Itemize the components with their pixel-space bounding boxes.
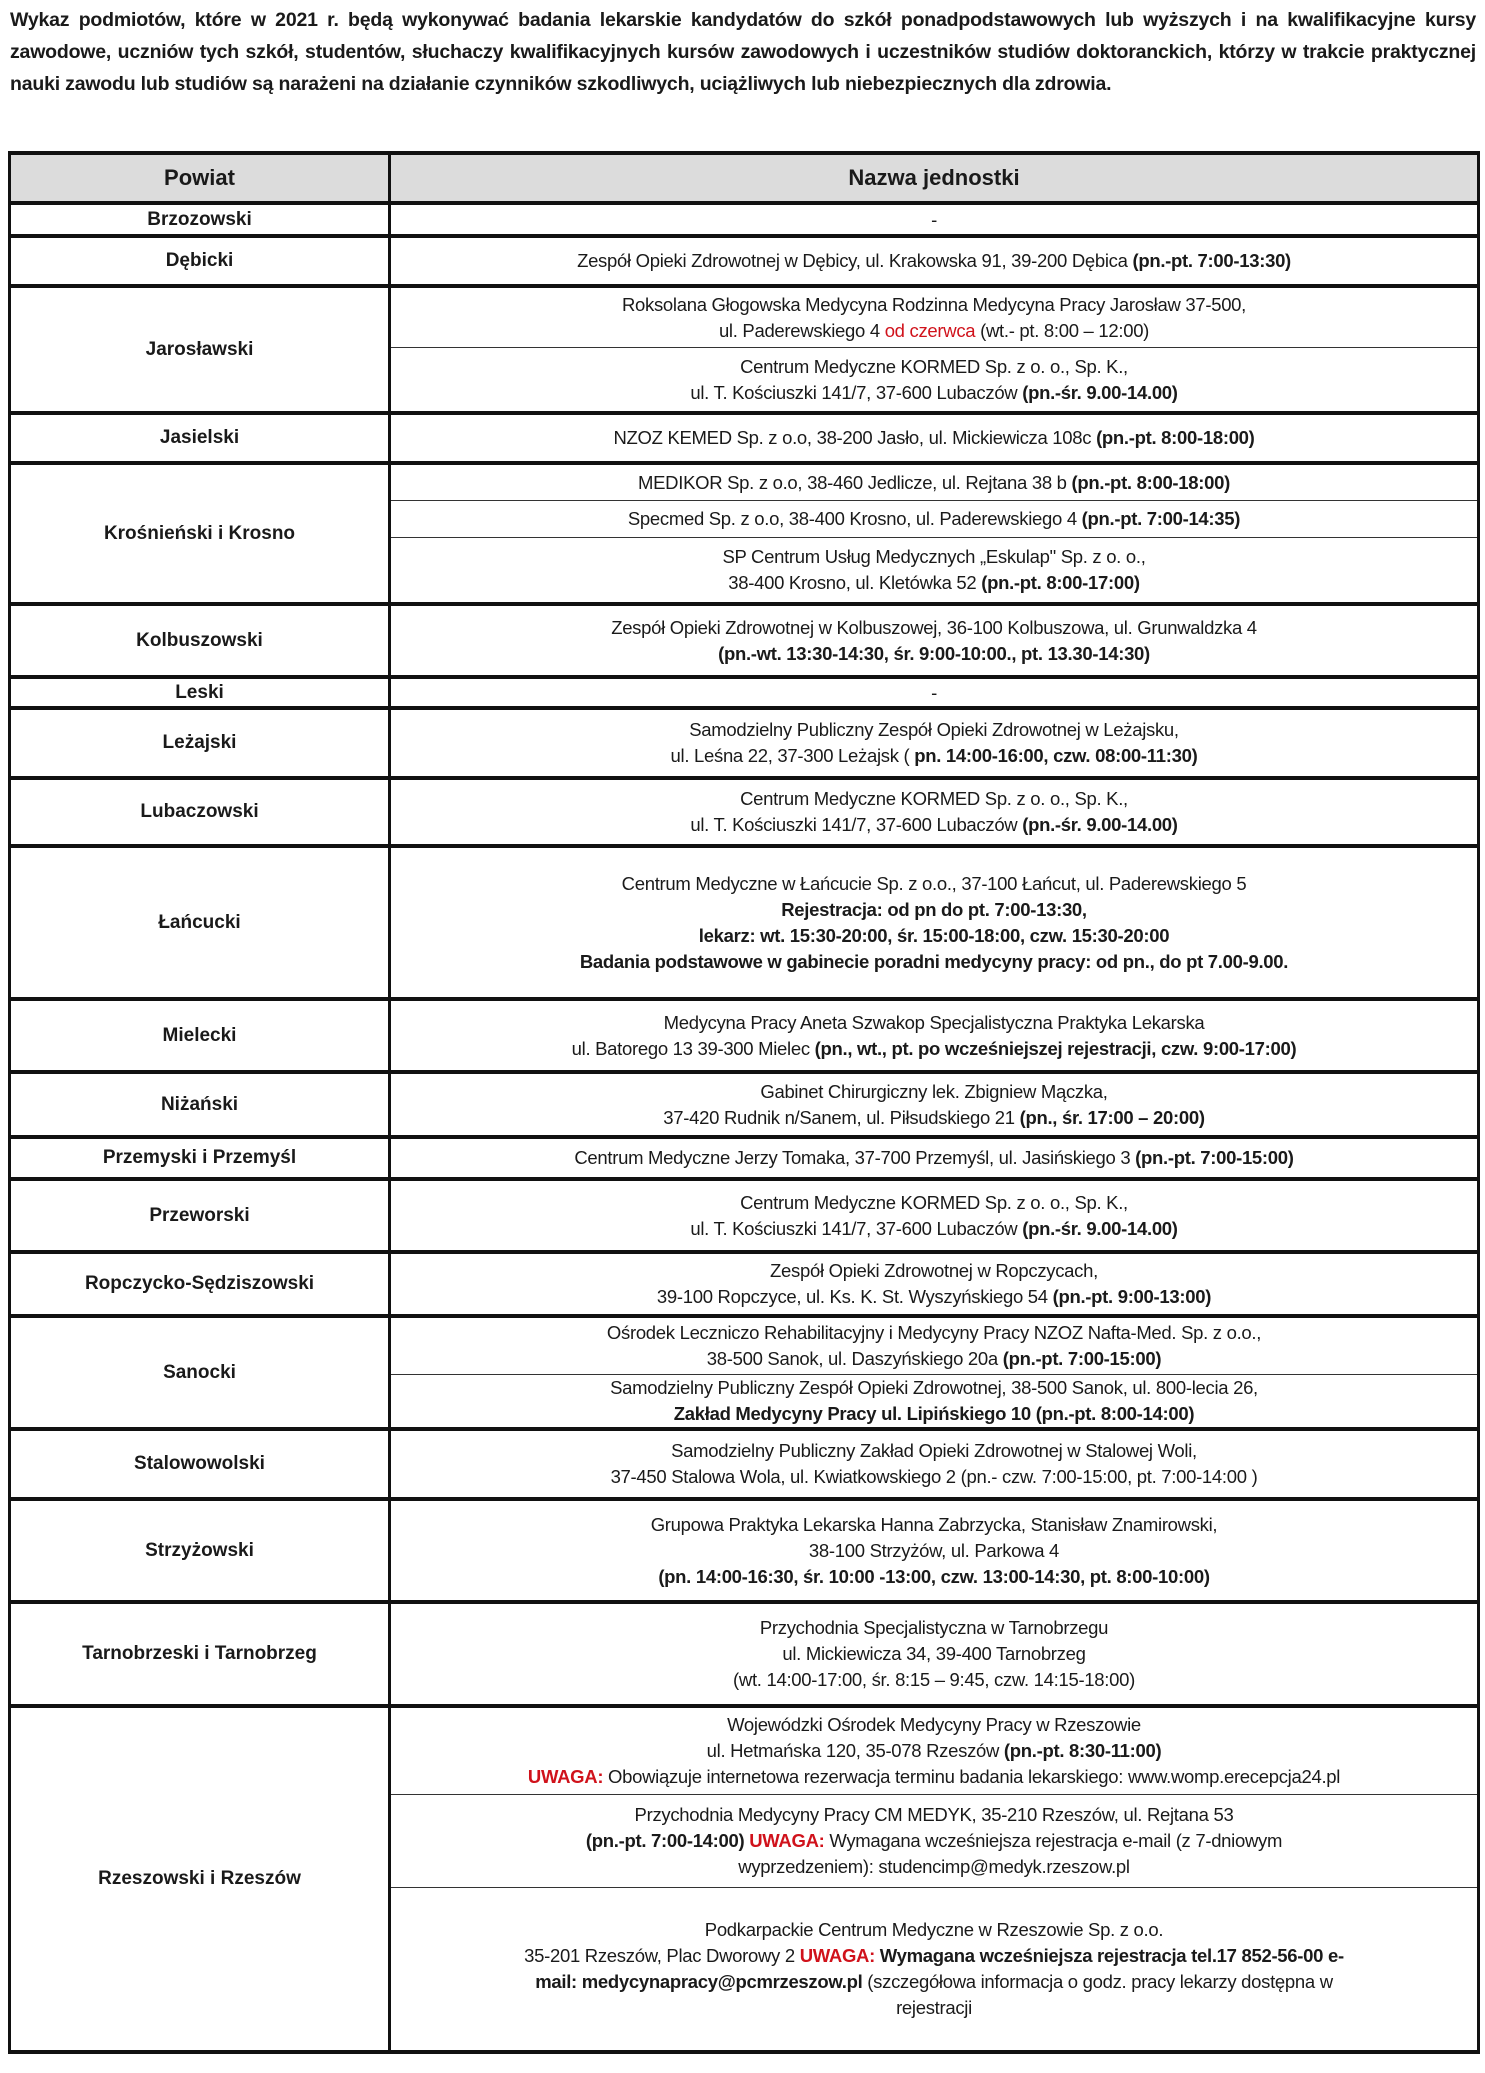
unit-text: ul. T. Kościuszki 141/7, 37-600 Lubaczów bbox=[690, 1217, 1023, 1239]
unit-text: ul. Batorego 13 39-300 Mielec bbox=[571, 1037, 815, 1059]
unit-text-line bbox=[395, 1216, 1473, 1242]
table-row bbox=[10, 286, 1479, 348]
table-body bbox=[10, 203, 1479, 2052]
unit-text: (pn.-pt. 8:00-18:00) bbox=[1071, 471, 1230, 493]
unit-text-line bbox=[395, 380, 1473, 406]
unit-text: (pn.-pt. 8:30-11:00) bbox=[1003, 1740, 1162, 1761]
unit-text: Obowiązuje internetowa rezerwacja terminu badania lekarskiego: www.womp.erecepcja24.pl bbox=[603, 1766, 1341, 1787]
unit-text: wyprzedzeniem): studencimp@medyk.rzeszow.pl bbox=[738, 1856, 1130, 1877]
table-row bbox=[10, 708, 1479, 778]
unit-text: Samodzielny Publiczny Zespół Opieki Zdrowotnej, 38-500 Sanok, ul. 800-lecia 26, bbox=[610, 1377, 1258, 1398]
unit-text: pn. 14:00-16:00, czw. 08:00-11:30) bbox=[914, 745, 1198, 766]
unit-text: (pn.-pt. 7:00-15:00) bbox=[1002, 1348, 1162, 1369]
unit-text: Roksolana Głogowska Medycyna Rodzinna Medycyna Pracy Jarosław 37-500, bbox=[621, 293, 1247, 315]
warning-label: UWAGA: bbox=[799, 1945, 875, 1966]
unit-text: Przychodnia Medycyny Pracy CM MEDYK, 35-210 Rzeszów, ul. Rejtana 53 bbox=[634, 1804, 1234, 1825]
table-row bbox=[10, 1602, 1479, 1706]
table-row bbox=[10, 846, 1479, 999]
unit-text: 38-500 Sanok, ul. Daszyńskiego 20a bbox=[706, 1348, 1003, 1369]
unit-text-line bbox=[395, 1943, 1473, 1969]
unit-text-line bbox=[395, 248, 1473, 274]
unit-cell bbox=[390, 708, 1479, 778]
header-powiat: Powiat bbox=[10, 153, 390, 203]
table-row bbox=[10, 1706, 1479, 1795]
unit-text-line bbox=[395, 292, 1473, 318]
unit-text: (pn.-śr. 9.00-14.00) bbox=[1022, 1217, 1178, 1239]
table-row bbox=[10, 1179, 1479, 1252]
unit-text-line bbox=[395, 318, 1473, 344]
unit-text-line bbox=[395, 641, 1473, 667]
unit-text-line bbox=[395, 1010, 1473, 1036]
unit-text-line bbox=[395, 1564, 1473, 1590]
unit-text-line bbox=[395, 1764, 1473, 1790]
unit-text: Zespół Opieki Zdrowotnej w Dębicy, ul. Krakowska 91, 39-200 Dębica bbox=[577, 250, 1133, 271]
unit-text-line bbox=[395, 1375, 1473, 1401]
unit-text: - bbox=[931, 681, 937, 703]
unit-text: (szczegółowa informacja o godz. pracy lekarzy dostępna w bbox=[862, 1971, 1333, 1992]
powiat-cell: Stalowowolski bbox=[10, 1429, 390, 1499]
unit-text: (pn.-pt. 8:00-17:00) bbox=[981, 572, 1140, 593]
unit-text: Specmed Sp. z o.o, 38-400 Krosno, ul. Paderewskiego 4 bbox=[627, 508, 1082, 529]
unit-text-line bbox=[395, 425, 1473, 451]
unit-text: Wojewódzki Ośrodek Medycyny Pracy w Rzeszowie bbox=[727, 1714, 1141, 1735]
unit-text-line bbox=[395, 506, 1473, 532]
unit-text-line bbox=[395, 1538, 1473, 1564]
unit-text: Gabinet Chirurgiczny lek. Zbigniew Mączka, bbox=[760, 1080, 1108, 1102]
powiat-cell: Przemyski i Przemyśl bbox=[10, 1137, 390, 1179]
powiat-cell: Krośnieński i Krosno bbox=[10, 463, 390, 604]
unit-text: (pn.-śr. 9.00-14.00) bbox=[1022, 381, 1178, 403]
unit-text-line bbox=[395, 949, 1473, 975]
table-row bbox=[10, 1429, 1479, 1499]
unit-text: ul. Mickiewicza 34, 39-400 Tarnobrzeg bbox=[782, 1643, 1086, 1664]
unit-text-line bbox=[395, 354, 1473, 380]
unit-text: Centrum Medyczne KORMED Sp. z o. o., Sp. K., bbox=[740, 355, 1128, 377]
powiat-cell: Mielecki bbox=[10, 999, 390, 1072]
table-row bbox=[10, 1316, 1479, 1375]
unit-text-line bbox=[395, 1079, 1473, 1105]
table-row bbox=[10, 1137, 1479, 1179]
unit-cell bbox=[390, 1375, 1479, 1430]
unit-cell bbox=[390, 999, 1479, 1072]
unit-cell bbox=[390, 1179, 1479, 1252]
unit-text: (pn.-pt. 8:00-18:00) bbox=[1096, 427, 1255, 448]
unit-cell bbox=[390, 1316, 1479, 1375]
unit-cell bbox=[390, 1072, 1479, 1137]
unit-text-line bbox=[395, 470, 1473, 496]
powiat-cell: Leski bbox=[10, 677, 390, 708]
unit-text-line bbox=[395, 897, 1473, 923]
warning-label: od czerwca bbox=[884, 319, 976, 341]
powiat-cell: Rzeszowski i Rzeszów bbox=[10, 1706, 390, 2052]
unit-text: (pn., śr. 17:00 – 20:00) bbox=[1019, 1106, 1205, 1128]
intro-paragraph: Wykaz podmiotów, które w 2021 r. będą wykonywać badania lekarskie kandydatów do szkół ponadpodstawowych lub wyższych i na kwalifikacyjne kursy zawodowe, uczniów tych szkół, studentów, słuchaczy kwalifikacyjnych kursów zawodowych i uczestników studiów doktoranckich, którzy w trakcie praktycznej nauki zawodu lub studiów są narażeni na działanie czynników szkodliwych, uciążliwych lub niebezpiecznych dla zdrowia. bbox=[10, 9, 1476, 95]
unit-cell bbox=[390, 286, 1479, 348]
unit-text-line bbox=[395, 1346, 1473, 1372]
unit-text: 35-201 Rzeszów, Plac Dworowy 2 bbox=[524, 1945, 800, 1966]
unit-text-line bbox=[395, 1641, 1473, 1667]
unit-text: Zespół Opieki Zdrowotnej w Kolbuszowej, 36-100 Kolbuszowa, ul. Grunwaldzka 4 bbox=[611, 616, 1257, 638]
unit-text-line bbox=[395, 1284, 1473, 1310]
table-row bbox=[10, 677, 1479, 708]
unit-text-line bbox=[395, 1917, 1473, 1943]
table-row bbox=[10, 236, 1479, 286]
unit-text-line bbox=[395, 544, 1473, 570]
unit-text-line bbox=[395, 1615, 1473, 1641]
unit-text: ul. T. Kościuszki 141/7, 37-600 Lubaczów bbox=[690, 381, 1023, 403]
table-row bbox=[10, 413, 1479, 463]
unit-text: 37-420 Rudnik n/Sanem, ul. Piłsudskiego 21 bbox=[663, 1106, 1020, 1128]
unit-text: Rejestracja: od pn do pt. 7:00-13:30, bbox=[781, 898, 1087, 920]
unit-text: Przychodnia Specjalistyczna w Tarnobrzegu bbox=[759, 1617, 1109, 1638]
unit-text-line bbox=[395, 743, 1473, 769]
unit-text-line bbox=[395, 1105, 1473, 1131]
unit-text-line bbox=[395, 1738, 1473, 1764]
unit-text: lekarz: wt. 15:30-20:00, śr. 15:00-18:00, czw. 15:30-20:00 bbox=[698, 924, 1170, 946]
unit-text: Grupowa Praktyka Lekarska Hanna Zabrzycka, Stanisław Znamirowski, bbox=[650, 1513, 1218, 1535]
unit-text: (pn.-pt. 9:00-13:00) bbox=[1052, 1286, 1212, 1307]
unit-cell bbox=[390, 1888, 1479, 2053]
unit-text: (pn.-śr. 9.00-14.00) bbox=[1022, 814, 1178, 835]
table-row bbox=[10, 1499, 1479, 1602]
unit-text: NZOZ KEMED Sp. z o.o, 38-200 Jasło, ul. Mickiewicza 108c bbox=[613, 427, 1097, 448]
unit-text-line bbox=[395, 207, 1473, 233]
unit-cell bbox=[390, 778, 1479, 846]
unit-cell bbox=[390, 1137, 1479, 1179]
unit-cell bbox=[390, 677, 1479, 708]
unit-text: (pn.-pt. 7:00-14:35) bbox=[1081, 508, 1241, 529]
unit-text-line bbox=[395, 680, 1473, 706]
unit-text-line bbox=[395, 1320, 1473, 1346]
unit-text: Zakład Medycyny Pracy ul. Lipińskiego 10 (pn.-pt. 8:00-14:00) bbox=[673, 1403, 1195, 1424]
unit-cell bbox=[390, 604, 1479, 677]
unit-text-line bbox=[395, 1464, 1473, 1490]
unit-cell bbox=[390, 846, 1479, 999]
unit-text: Ośrodek Leczniczo Rehabilitacyjny i Medycyny Pracy NZOZ Nafta-Med. Sp. z o.o., bbox=[606, 1322, 1262, 1343]
unit-text: Samodzielny Publiczny Zespół Opieki Zdrowotnej w Leżajsku, bbox=[689, 719, 1179, 740]
unit-text: SP Centrum Usług Medycznych „Eskulap" Sp. z o. o., bbox=[722, 546, 1146, 567]
header-unit-name: Nazwa jednostki bbox=[390, 153, 1479, 203]
unit-cell bbox=[390, 1795, 1479, 1888]
powiat-cell: Kolbuszowski bbox=[10, 604, 390, 677]
table-row bbox=[10, 1072, 1479, 1137]
table-row bbox=[10, 999, 1479, 1072]
unit-text: ul. Leśna 22, 37-300 Leżajsk ( bbox=[670, 745, 915, 766]
unit-text-line bbox=[395, 1802, 1473, 1828]
table-header-row bbox=[10, 153, 1479, 203]
unit-text-line bbox=[395, 1995, 1473, 2021]
unit-cell bbox=[390, 463, 1479, 501]
unit-text: Medycyna Pracy Aneta Szwakop Specjalistyczna Praktyka Lekarska bbox=[663, 1011, 1205, 1033]
unit-text: Podkarpackie Centrum Medyczne w Rzeszowie Sp. z o.o. bbox=[704, 1919, 1164, 1940]
unit-text: 39-100 Ropczyce, ul. Ks. K. St. Wyszyńskiego 54 bbox=[656, 1286, 1053, 1307]
unit-text-line bbox=[395, 1512, 1473, 1538]
unit-cell bbox=[390, 1429, 1479, 1499]
warning-label: UWAGA: bbox=[749, 1830, 825, 1851]
powiat-cell: Strzyżowski bbox=[10, 1499, 390, 1602]
powiat-cell: Jarosławski bbox=[10, 286, 390, 413]
unit-text: Wymagana wcześniejsza rejestracja e-mail (z 7-dniowym bbox=[824, 1830, 1283, 1851]
powiat-cell: Sanocki bbox=[10, 1316, 390, 1429]
table-row bbox=[10, 203, 1479, 236]
unit-text: 38-100 Strzyżów, ul. Parkowa 4 bbox=[808, 1539, 1060, 1561]
unit-text: - bbox=[931, 208, 937, 230]
unit-text: ul. Hetmańska 120, 35-078 Rzeszów bbox=[706, 1740, 1004, 1761]
unit-text-line bbox=[395, 923, 1473, 949]
unit-text: Zespół Opieki Zdrowotnej w Ropczycach, bbox=[770, 1260, 1098, 1281]
unit-cell bbox=[390, 1252, 1479, 1316]
unit-text-line bbox=[395, 1712, 1473, 1738]
unit-text: Centrum Medyczne KORMED Sp. z o. o., Sp. K., bbox=[740, 1191, 1128, 1213]
powiat-cell: Przeworski bbox=[10, 1179, 390, 1252]
unit-text-line bbox=[395, 1036, 1473, 1062]
unit-text-line bbox=[395, 1854, 1473, 1880]
unit-cell bbox=[390, 1499, 1479, 1602]
table-row bbox=[10, 463, 1479, 501]
unit-text: (pn.-pt. 7:00-14:00) bbox=[585, 1830, 750, 1851]
unit-text: 38-400 Krosno, ul. Kletówka 52 bbox=[728, 572, 982, 593]
unit-text-line bbox=[395, 812, 1473, 838]
powiat-cell: Leżajski bbox=[10, 708, 390, 778]
unit-text: Badania podstawowe w gabinecie poradni medycyny pracy: od pn., do pt 7.00-9.00. bbox=[579, 950, 1289, 972]
unit-text-line bbox=[395, 1401, 1473, 1427]
unit-text-line bbox=[395, 1969, 1473, 1995]
unit-text-line bbox=[395, 1258, 1473, 1284]
unit-cell bbox=[390, 236, 1479, 286]
unit-text: (pn. 14:00-16:30, śr. 10:00 -13:00, czw. 13:00-14:30, pt. 8:00-10:00) bbox=[658, 1565, 1210, 1587]
unit-cell bbox=[390, 348, 1479, 414]
unit-text-line bbox=[395, 717, 1473, 743]
unit-text: (wt. 14:00-17:00, śr. 8:15 – 9:45, czw. 14:15-18:00) bbox=[733, 1669, 1135, 1690]
unit-text-line bbox=[395, 1438, 1473, 1464]
unit-text-line bbox=[395, 1145, 1473, 1171]
table-row bbox=[10, 778, 1479, 846]
powiat-cell: Brzozowski bbox=[10, 203, 390, 236]
table-row bbox=[10, 604, 1479, 677]
powiat-cell: Niżański bbox=[10, 1072, 390, 1137]
powiat-cell: Jasielski bbox=[10, 413, 390, 463]
unit-cell bbox=[390, 538, 1479, 605]
unit-text: (pn.-wt. 13:30-14:30, śr. 9:00-10:00., pt. 13.30-14:30) bbox=[718, 642, 1150, 664]
powiat-cell: Ropczycko-Sędziszowski bbox=[10, 1252, 390, 1316]
powiat-cell: Dębicki bbox=[10, 236, 390, 286]
unit-text: rejestracji bbox=[896, 1997, 972, 2018]
warning-label: UWAGA: bbox=[527, 1766, 604, 1787]
unit-cell bbox=[390, 203, 1479, 236]
unit-cell bbox=[390, 413, 1479, 463]
unit-text: (wt.- pt. 8:00 – 12:00) bbox=[975, 319, 1150, 341]
unit-text-line bbox=[395, 1667, 1473, 1693]
unit-text: MEDIKOR Sp. z o.o, 38-460 Jedlicze, ul. Rejtana 38 b bbox=[638, 471, 1072, 493]
table-row bbox=[10, 1252, 1479, 1316]
unit-text: Samodzielny Publiczny Zakład Opieki Zdrowotnej w Stalowej Woli, bbox=[671, 1440, 1197, 1461]
unit-text-line bbox=[395, 570, 1473, 596]
unit-text: ul. T. Kościuszki 141/7, 37-600 Lubaczów bbox=[690, 814, 1023, 835]
unit-text: (pn., wt., pt. po wcześniejszej rejestracji, czw. 9:00-17:00) bbox=[814, 1037, 1297, 1059]
unit-text: ul. Paderewskiego 4 bbox=[718, 319, 885, 341]
unit-cell bbox=[390, 1602, 1479, 1706]
powiat-cell: Tarnobrzeski i Tarnobrzeg bbox=[10, 1602, 390, 1706]
powiat-cell: Łańcucki bbox=[10, 846, 390, 999]
unit-text-line bbox=[395, 871, 1473, 897]
unit-text-line bbox=[395, 1828, 1473, 1854]
unit-text: mail: medycynapracy@pcmrzeszow.pl bbox=[535, 1971, 863, 1992]
powiat-cell: Lubaczowski bbox=[10, 778, 390, 846]
unit-text: (pn.-pt. 7:00-15:00) bbox=[1135, 1147, 1294, 1168]
unit-text: 37-450 Stalowa Wola, ul. Kwiatkowskiego 2 (pn.- czw. 7:00-15:00, pt. 7:00-14:00 ) bbox=[610, 1466, 1258, 1487]
unit-text-line bbox=[395, 615, 1473, 641]
unit-cell bbox=[390, 1706, 1479, 1795]
unit-text: Centrum Medyczne Jerzy Tomaka, 37-700 Przemyśl, ul. Jasińskiego 3 bbox=[574, 1147, 1136, 1168]
unit-text-line bbox=[395, 786, 1473, 812]
unit-text-line bbox=[395, 1190, 1473, 1216]
unit-text: Wymagana wcześniejsza rejestracja tel.17 852-56-00 e- bbox=[874, 1945, 1344, 1966]
providers-table bbox=[8, 151, 1480, 2054]
unit-text: Centrum Medyczne w Łańcucie Sp. z o.o., 37-100 Łańcut, ul. Paderewskiego 5 bbox=[621, 872, 1247, 894]
unit-cell bbox=[390, 501, 1479, 538]
unit-text: Centrum Medyczne KORMED Sp. z o. o., Sp. K., bbox=[740, 788, 1128, 809]
unit-text: (pn.-pt. 7:00-13:30) bbox=[1132, 250, 1291, 271]
